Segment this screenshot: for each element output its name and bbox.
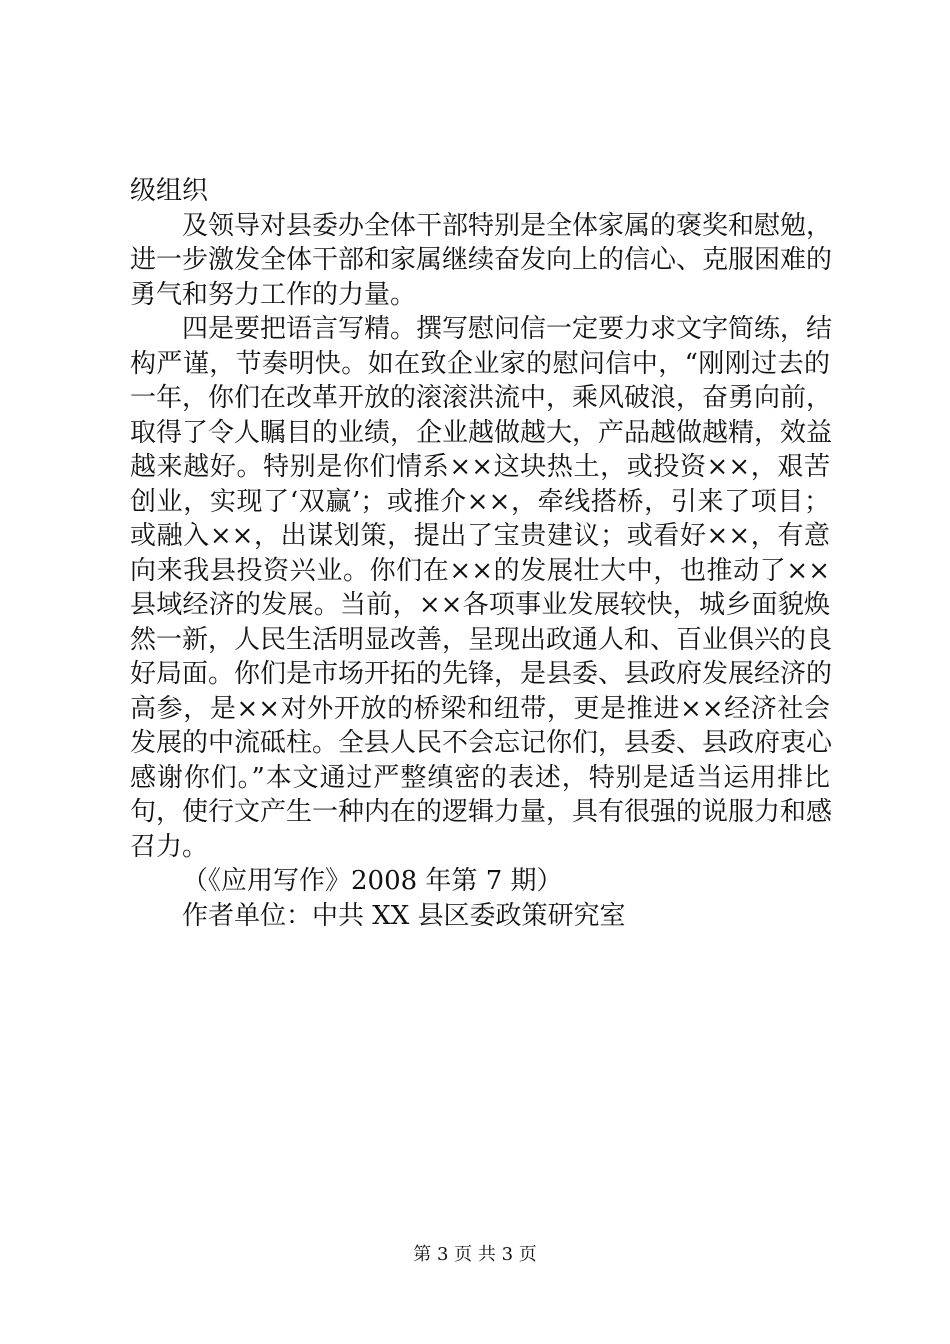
page-number-footer: 第 3 页 共 3 页 (413, 1244, 537, 1265)
text-line: 县域经济的发展。当前，××各项事业发展较快，城乡面貌焕 (130, 590, 830, 620)
text-line: 然一新，人民生活明显改善，呈现出政通人和、百业俱兴的良 (130, 624, 833, 655)
text-line: 取得了令人瞩目的业绩，企业越做越大，产品越做越精，效益 (130, 417, 833, 448)
text-line: 好局面。你们是市场开拓的先锋，是县委、县政府发展经济的 (130, 659, 833, 689)
paragraph-first-line: 及领导对县委办全体干部特别是全体家属的褒奖和慰勉， (182, 210, 833, 241)
text-line: 创业，实现了‘双赢’；或推介××，牵线搭桥，引来了项目； (130, 486, 830, 517)
author-unit: 作者单位：中共 XX 县区委政策研究室 (182, 900, 626, 931)
citation: （《应用写作》2008 年第 7 期） (182, 866, 563, 896)
text-line: 进一步激发全体干部和家属继续奋发向上的信心、克服困难的 (130, 245, 833, 275)
text-line: 一年，你们在改革开放的滚滚洪流中，乘风破浪，奋勇向前， (130, 383, 833, 413)
text-line: 发展的中流砥柱。全县人民不会忘记你们，县委、县政府衷心 (130, 728, 833, 758)
text-line: 级组织 (130, 176, 209, 206)
text-line: 感谢你们。”本文通过严整缜密的表述，特别是适当运用排比 (130, 762, 830, 793)
text-line: 或融入××，出谋划策，提出了宝贵建议；或看好××，有意 (130, 521, 830, 551)
document-body (130, 174, 833, 933)
text-line: 越来越好。特别是你们情系××这块热土，或投资××，艰苦 (130, 452, 830, 482)
text-line: 句，使行文产生一种内在的逻辑力量，具有很强的说服力和感 (130, 797, 833, 827)
text-line: 构严谨，节奏明快。如在致企业家的慰问信中，“刚刚过去的 (130, 348, 830, 379)
text-line: 向来我县投资兴业。你们在××的发展壮大中，也推动了×× (130, 555, 830, 586)
paragraph-first-line: 四是要把语言写精。撰写慰问信一定要力求文字简练，结 (182, 314, 833, 344)
text-line: 高参，是××对外开放的桥梁和纽带，更是推进××经济社会 (130, 693, 830, 724)
text-line: 召力。 (130, 831, 209, 862)
text-line: 勇气和努力工作的力量。 (130, 279, 417, 310)
